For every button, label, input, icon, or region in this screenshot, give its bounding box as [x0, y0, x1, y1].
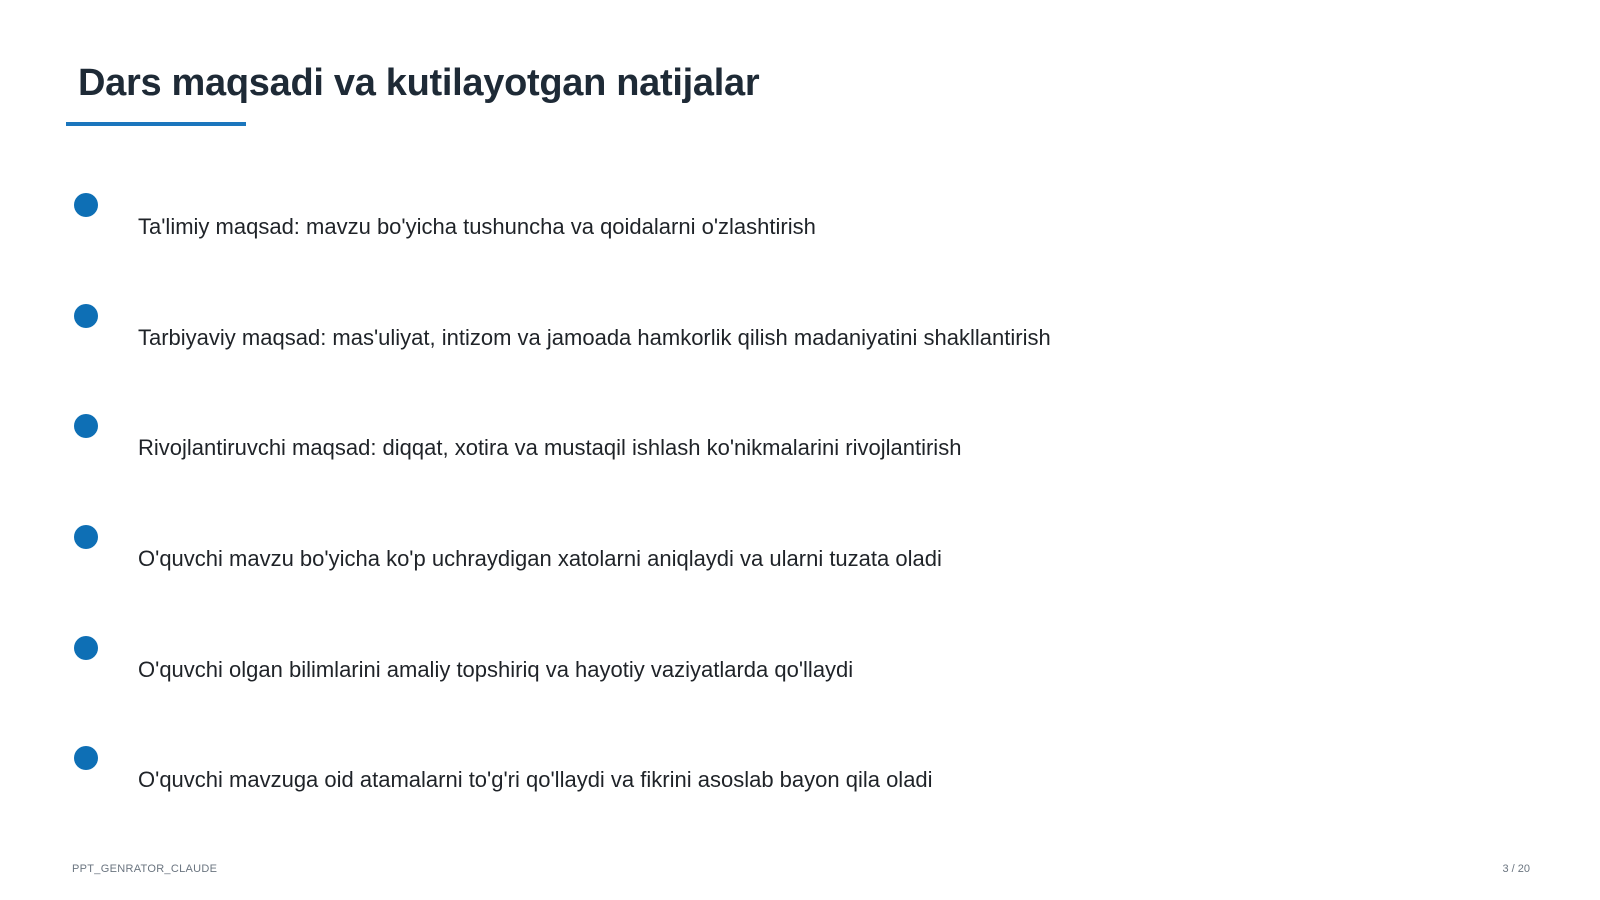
- bullet-dot-icon: [74, 636, 98, 660]
- bullet-item: [0, 193, 1600, 253]
- bullet-text: O'quvchi olgan bilimlarini amaliy topshiriq va hayotiy vaziyatlarda qo'llaydi: [138, 657, 854, 682]
- bullet-text: Ta'limiy maqsad: mavzu bo'yicha tushuncha va qoidalarni o'zlashtirish: [138, 214, 816, 239]
- bullet-dot-icon: [74, 525, 98, 549]
- bullet-text: Rivojlantiruvchi maqsad: diqqat, xotira va mustaqil ishlash ko'nikmalarini rivojlantirish: [138, 435, 962, 460]
- bullet-dot-icon: [74, 193, 98, 217]
- bullet-item: [0, 525, 1600, 585]
- bullet-text: Tarbiyaviy maqsad: mas'uliyat, intizom va jamoada hamkorlik qilish madaniyatini shakllantirish: [138, 325, 1051, 350]
- footer-source: PPT_GENRATOR_CLAUDE: [72, 863, 218, 875]
- bullet-item: [0, 636, 1600, 696]
- bullet-dot-icon: [74, 414, 98, 438]
- bullet-item: [0, 746, 1600, 806]
- bullet-item: [0, 414, 1600, 474]
- bullet-text: O'quvchi mavzu bo'yicha ko'p uchraydigan xatolarni aniqlaydi va ularni tuzata oladi: [138, 546, 942, 571]
- slide-title: Dars maqsadi va kutilayotgan natijalar: [78, 62, 760, 104]
- bullet-dot-icon: [74, 746, 98, 770]
- bullet-item: [0, 304, 1600, 364]
- page-indicator: 3 / 20: [1502, 863, 1530, 875]
- bullet-text: O'quvchi mavzuga oid atamalarni to'g'ri qo'llaydi va fikrini asoslab bayon qila oladi: [138, 767, 933, 792]
- bullet-dot-icon: [74, 304, 98, 328]
